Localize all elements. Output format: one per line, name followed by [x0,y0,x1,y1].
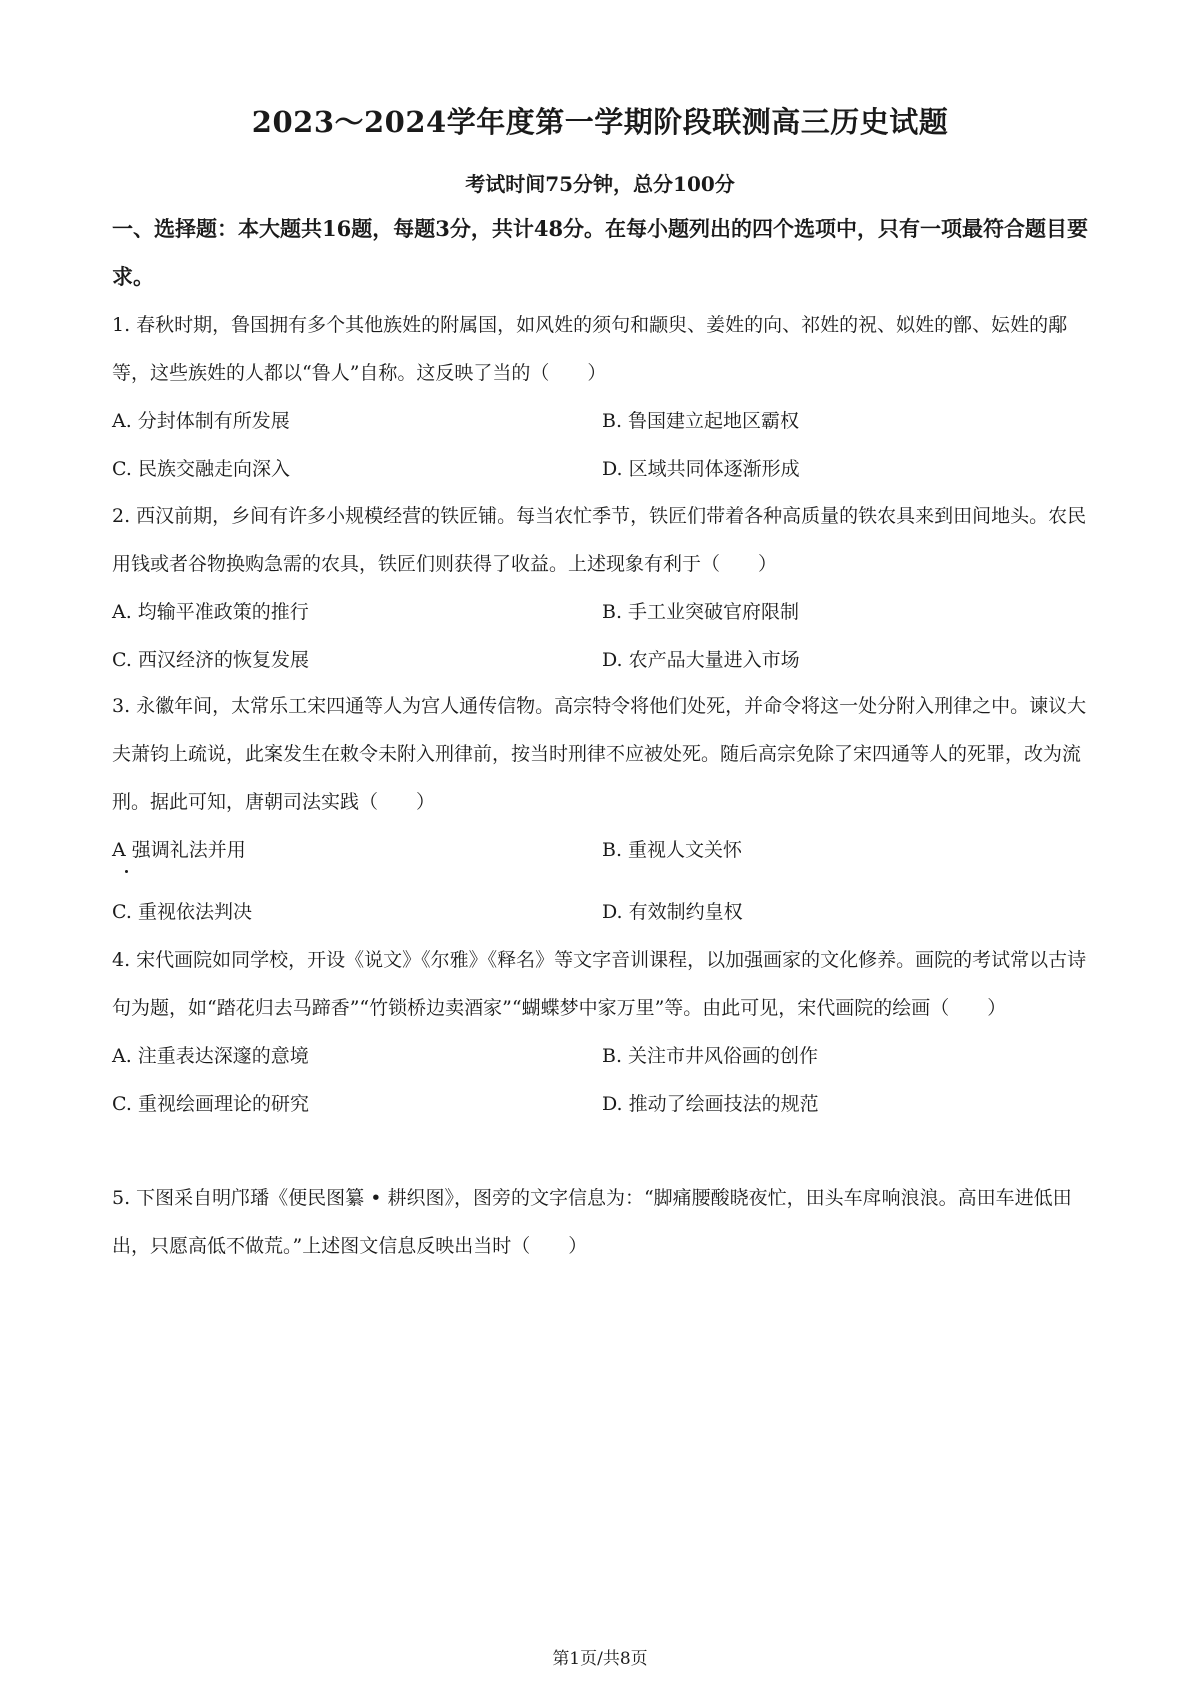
option-b: B. 鲁国建立起地区霸权 [602,410,800,432]
option-c: C. 重视绘画理论的研究 [112,1093,309,1115]
option-d: D. 区域共同体逐渐形成 [602,458,800,480]
question-stem: 3. 永徽年间，太常乐工宋四通等人为宫人通传信物。高宗特令将他们处死，并命令将这一处分附入刑律之中。谏议大夫萧钧上疏说，此案发生在敕令未附入刑律前，按当时刑律不应被处死。随后高宗免除了宋四通等人的死罪，改为流刑。据此可知，唐朝司法实践（ ） [112,695,1087,813]
question-stem: 1. 春秋时期，鲁国拥有多个其他族姓的附属国，如风姓的须句和颛臾、姜姓的向、祁姓的祝、姒姓的鄫、妘姓的鄅等，这些族姓的人都以“鲁人”自称。这反映了当的（ ） [112,314,1068,384]
question-stem: 5. 下图采自明邝璠《便民图纂 • 耕织图》，图旁的文字信息为：“脚痛腰酸晓夜忙，田头车戽响浪浪。高田车进低田出，只愿高低不做荒。”上述图文信息反映出当时（ ） [112,1187,1072,1257]
option-a: A. 分封体制有所发展 [112,410,290,432]
option-c: C. 西汉经济的恢复发展 [112,649,309,671]
question-1 [112,301,1097,493]
question-5 [112,1174,1097,1270]
option-b: B. 关注市井风俗画的创作 [602,1045,819,1067]
option-row [112,397,1097,445]
option-c: C. 重视依法判决 [112,901,252,923]
page-number: 第1页/共8页 [552,1649,648,1669]
option-row [112,888,1097,936]
option-b: B. 重视人文关怀 [602,839,743,861]
option-b: B. 手工业突破官府限制 [602,601,800,623]
option-row [112,1032,1097,1080]
option-a: A. 注重表达深邃的意境 [112,1045,309,1067]
stray-dot [125,870,128,873]
option-c: C. 民族交融走向深入 [112,458,290,480]
question-2 [112,492,1097,684]
option-row [112,445,1097,493]
exam-title: 2023～2024学年度第一学期阶段联测高三历史试题 [251,105,949,139]
option-d: D. 推动了绘画技法的规范 [602,1093,819,1115]
option-d: D. 农产品大量进入市场 [602,649,800,671]
question-4 [112,936,1097,1128]
option-row [112,1080,1097,1128]
question-3 [112,682,1097,936]
option-row [112,588,1097,636]
option-a: A. 均输平准政策的推行 [112,601,309,623]
exam-subtitle: 考试时间75分钟，总分100分 [465,172,735,196]
option-d: D. 有效制约皇权 [602,901,743,923]
option-a: A 强调礼法并用 [112,839,246,861]
option-row [112,826,1097,888]
option-row [112,636,1097,684]
question-stem: 2. 西汉前期，乡间有许多小规模经营的铁匠铺。每当农忙季节，铁匠们带着各种高质量的铁农具来到田间地头。农民用钱或者谷物换购急需的农具，铁匠们则获得了收益。上述现象有利于（ ） [112,505,1087,575]
question-stem: 4. 宋代画院如同学校，开设《说文》《尔雅》《释名》等文字音训课程，以加强画家的文化修养。画院的考试常以古诗句为题，如“踏花归去马蹄香”“竹锁桥边卖酒家”“蝴蝶梦中家万里”等。由此可见，宋代画院的绘画（ ） [112,949,1087,1019]
section-heading: 一、选择题：本大题共16题，每题3分，共计48分。在每小题列出的四个选项中，只有一项最符合题目要求。 [112,216,1089,289]
